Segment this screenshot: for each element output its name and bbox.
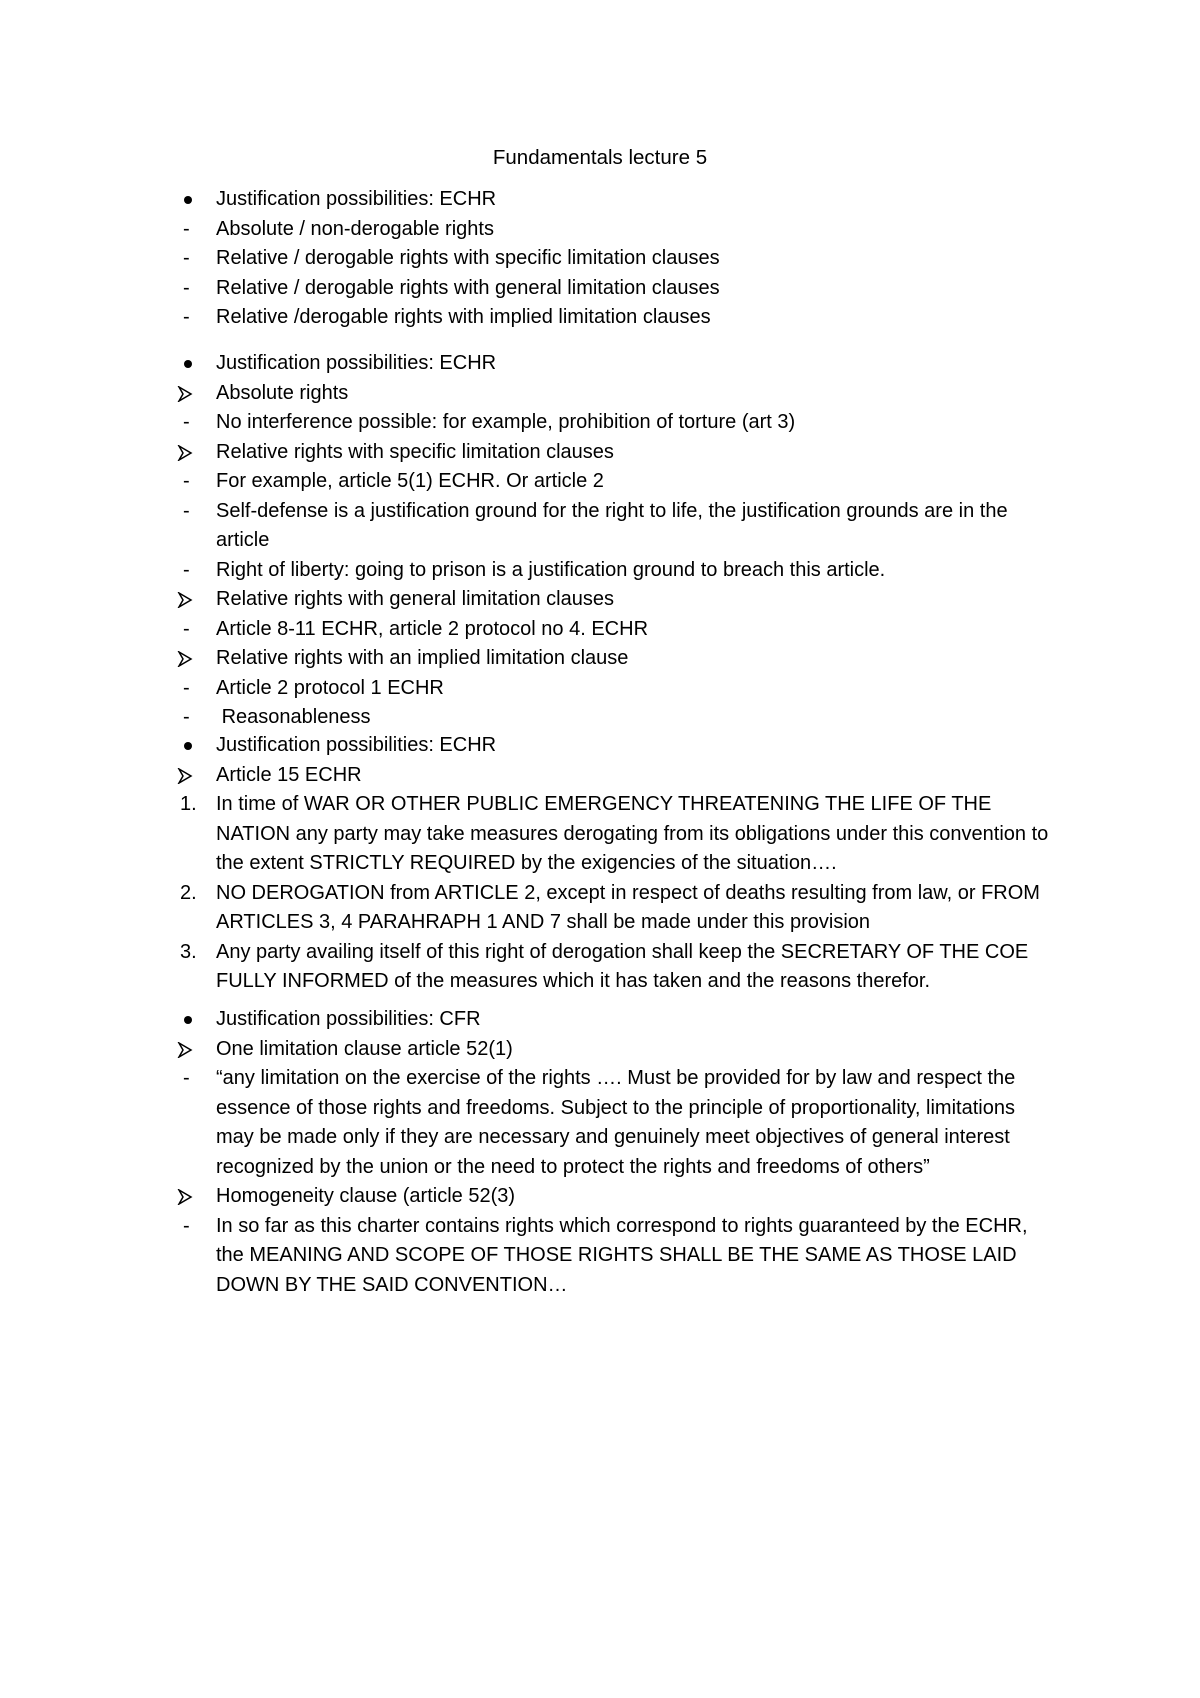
list-item xyxy=(0,1064,1200,1182)
list-item-text: “any limitation on the exercise of the rights …. Must be provided for by law and respect the essence of those rights and freedoms. Subject to the principle of proportionality, limitations may be made only if they are necessary and genuinely meet objectives of general interest recognized by the union or the need to protect the rights and freedoms of others” xyxy=(216,1067,1021,1178)
list-item xyxy=(0,467,1200,497)
list-item-text: Article 2 protocol 1 ECHR xyxy=(216,676,444,699)
list-item xyxy=(0,1035,1200,1065)
list-item-text: Justification possibilities: ECHR xyxy=(216,188,497,210)
list-item xyxy=(0,497,1200,556)
list-item xyxy=(0,379,1200,409)
section-1 xyxy=(0,185,1200,333)
list-item xyxy=(0,408,1200,438)
list-item xyxy=(0,615,1200,645)
list-item-text: Relative / derogable rights with specific limitation clauses xyxy=(216,247,720,269)
list-item xyxy=(0,879,1200,938)
list-item-text: No interference possible: for example, prohibition of torture (art 3) xyxy=(216,411,796,433)
list-item xyxy=(0,731,1200,761)
list-item-text: Self-defense is a justification ground for the right to life, the justification grounds are in the article xyxy=(216,499,1014,551)
list-item xyxy=(0,185,1200,215)
list-item xyxy=(0,274,1200,304)
list-item-text: Reasonableness xyxy=(216,706,371,728)
list-item xyxy=(0,215,1200,245)
list-item-text: Homogeneity clause (article 52(3) xyxy=(216,1185,516,1207)
list-item xyxy=(0,438,1200,468)
list-item xyxy=(0,761,1200,791)
list-item xyxy=(0,1212,1200,1301)
list-number: 1. xyxy=(180,793,197,815)
list-item-text: Article 15 ECHR xyxy=(216,763,362,786)
list-item-text: Relative rights with an implied limitation clause xyxy=(216,647,629,669)
list-item-text: Any party availing itself of this right of derogation shall keep the SECRETARY OF THE COE FULLY INFORMED of the measures which it has taken and the reasons therefor. xyxy=(216,940,1034,992)
list-item xyxy=(0,244,1200,274)
section-2 xyxy=(0,349,1200,733)
list-item-text: Relative / derogable rights with general limitation clauses xyxy=(216,276,720,299)
list-item xyxy=(0,1182,1200,1212)
list-item-text: Justification possibilities: CFR xyxy=(216,1008,481,1030)
list-number: 2. xyxy=(180,881,197,904)
list-item-text: Article 8-11 ECHR, article 2 protocol no 4. ECHR xyxy=(216,617,649,640)
list-item-text: Relative /derogable rights with implied limitation clauses xyxy=(216,306,711,328)
section-4 xyxy=(0,1005,1200,1300)
section-3 xyxy=(0,731,1200,997)
list-item-text: In time of WAR OR OTHER PUBLIC EMERGENCY THREATENING THE LIFE OF THE NATION any party may take measures derogating from its obligations under this convention to the extent STRICTLY REQUIRED by the exigencies of the situation…. xyxy=(216,793,1054,874)
list-item xyxy=(0,674,1200,704)
list-number: 3. xyxy=(180,940,197,963)
list-item-text: For example, article 5(1) ECHR. Or article 2 xyxy=(216,470,604,492)
list-item-text: Absolute / non-derogable rights xyxy=(216,217,494,240)
list-item xyxy=(0,703,1200,733)
list-item xyxy=(0,1005,1200,1035)
list-item-text: One limitation clause article 52(1) xyxy=(216,1037,513,1060)
list-item xyxy=(0,303,1200,333)
list-item-text: NO DEROGATION from ARTICLE 2, except in respect of deaths resulting from law, or FROM ARTICLES 3, 4 PARAHRAPH 1 AND 7 shall be made under this provision xyxy=(216,881,1045,933)
list-item xyxy=(0,790,1200,879)
list-item-text: Right of liberty: going to prison is a justification ground to breach this article. xyxy=(216,558,886,581)
list-item xyxy=(0,585,1200,615)
list-item-text: Justification possibilities: ECHR xyxy=(216,734,497,756)
list-item xyxy=(0,644,1200,674)
list-item-text: Relative rights with general limitation clauses xyxy=(216,588,614,610)
list-item xyxy=(0,349,1200,379)
page-title: Fundamentals lecture 5 xyxy=(492,146,708,169)
list-item-text: In so far as this charter contains rights which correspond to rights guaranteed by the ECHR, the MEANING AND SCOPE OF THOSE RIGHTS SHALL BE THE SAME AS THOSE LAID DOWN BY THE SAID CONVENTION… xyxy=(216,1214,1034,1296)
list-item-text: Justification possibilities: ECHR xyxy=(216,352,497,374)
list-item-text: Relative rights with specific limitation clauses xyxy=(216,440,614,463)
list-item xyxy=(0,938,1200,997)
list-item-text: Absolute rights xyxy=(216,381,349,404)
list-item xyxy=(0,556,1200,586)
